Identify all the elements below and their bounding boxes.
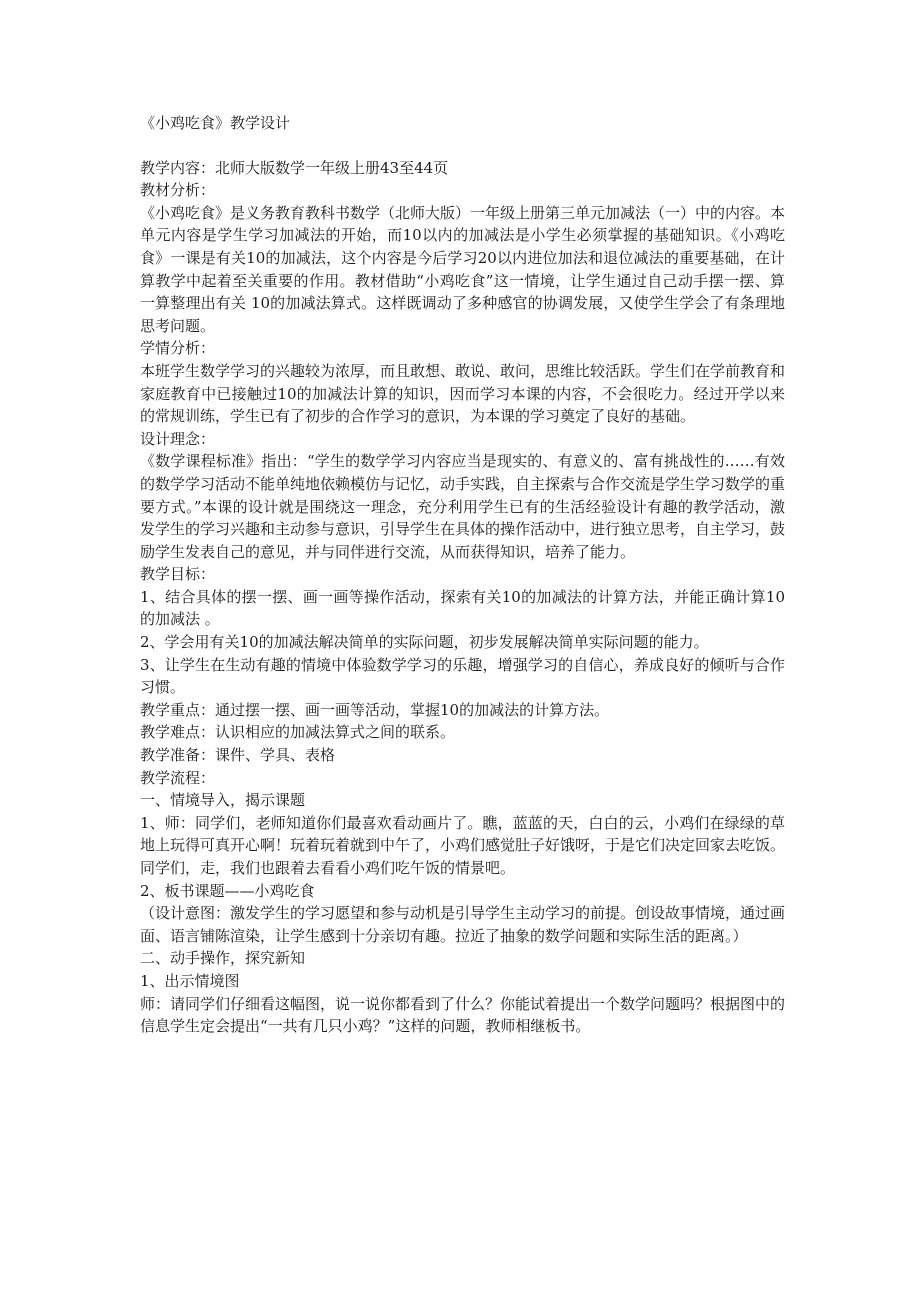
teacher-instruction-paragraph: 师：请同学们仔细看这幅图，说一说你都看到了什么？你能试着提出一个数学问题吗？根据图中的信息学生定会提出“一共有几只小鸡？”这样的问题，教师相继板书。 bbox=[140, 994, 786, 1036]
student-analysis-heading: 学情分析： bbox=[140, 339, 216, 358]
design-concept-heading: 设计理念： bbox=[140, 429, 216, 448]
teaching-focus-line: 教学重点：通过摆一摆、画一画等活动，掌握10的加减法的计算方法。 bbox=[140, 700, 610, 719]
teaching-difficulty-line: 教学难点：认识相应的加减法算式之间的联系。 bbox=[140, 723, 456, 742]
student-analysis-paragraph: 本班学生数学学习的兴趣较为浓厚，而且敢想、敢说、敢问，思维比较活跃。学生们在学前教育和家庭教育中已接触过10的加减法计算的知识，因而学习本课的内容，不会很吃力。经过开学以来的常规训练，学生已有了初步的合作学习的意识，为本课的学习奠定了良好的基础。 bbox=[140, 361, 786, 426]
teaching-goal-3: 3、让学生在生动有趣的情境中体验数学学习的乐趣，增强学习的自信心，养成良好的倾听与合作习惯。 bbox=[140, 655, 785, 697]
section-2-heading: 二、动手操作，探究新知 bbox=[140, 949, 306, 968]
teaching-preparation-line: 教学准备：课件、学具、表格 bbox=[140, 746, 336, 765]
teaching-process-heading: 教学流程： bbox=[140, 768, 216, 787]
section-1-heading: 一、情境导入，揭示课题 bbox=[140, 791, 306, 810]
material-analysis-paragraph: 《小鸡吃食》是义务教育教科书数学（北师大版）一年级上册第三单元加减法（一）中的内容。本单元内容是学生学习加减法的开始，而10以内的加减法是小学生必须掌握的基础知识。《小鸡吃食》一课是有关10的加减法，这个内容是今后学习20以内进位加法和退位减法的重要基础，在计算教学中起着至关重要的作用。教材借助“小鸡吃食”这一情境，让学生通过自己动手摆一摆、算一算整理出有关 10的加减法算式。这样既调动了多种感官的协调发展，又使学生学会了有条理地思考问题。 bbox=[140, 203, 786, 335]
design-concept-paragraph: 《数学课程标准》指出：“学生的数学学习内容应当是现实的、有意义的、富有挑战性的……有效的数学学习活动不能单纯地依赖模仿与记忆，动手实践，自主探索与合作交流是学生学习数学的重要方式。”本课的设计就是围绕这一理念，充分利用学生已有的生活经验设计有趣的教学活动，激发学生的学习兴趣和主动参与意识，引导学生在具体的操作活动中，进行独立思考，自主学习，鼓励学生发表自己的意见，并与同伴进行交流，从而获得知识，培养了能力。 bbox=[140, 452, 786, 561]
document-body bbox=[140, 112, 785, 1038]
teaching-goal-1: 1、结合具体的摆一摆、画一画等操作活动，探索有关10的加减法的计算方法，并能正确计算10的加减法 。 bbox=[140, 587, 785, 629]
material-analysis-heading: 教材分析： bbox=[140, 181, 216, 200]
teaching-goal-2: 2、学会用有关10的加减法解决简单的实际问题，初步发展解决简单实际问题的能力。 bbox=[140, 633, 709, 652]
section-2-step-1: 1、出示情境图 bbox=[140, 971, 240, 990]
section-1-step-1: 1、师：同学们，老师知道你们最喜欢看动画片了。瞧，蓝蓝的天，白白的云，小鸡们在绿绿的草地上玩得可真开心啊！玩着玩着就到中午了，小鸡们感觉肚子好饿呀，于是它们决定回家去吃饭。同学们，走，我们也跟着去看看小鸡们吃午饭的情景吧。 bbox=[140, 813, 786, 877]
section-1-step-2: 2、板书课题——小鸡吃食 bbox=[140, 881, 315, 900]
document-title: 《小鸡吃食》教学设计 bbox=[140, 114, 291, 132]
design-intent-note: （设计意图：激发学生的学习愿望和参与动机是引导学生主动学习的前提。创设故事情境，通过画面、语言铺陈渲染，让学生感到十分亲切有趣。拉近了抽象的数学问题和实际生活的距离。） bbox=[140, 904, 786, 945]
teaching-goals-heading: 教学目标： bbox=[140, 565, 216, 584]
teaching-content-line: 教学内容：北师大版数学一年级上册43至44页 bbox=[140, 158, 449, 177]
